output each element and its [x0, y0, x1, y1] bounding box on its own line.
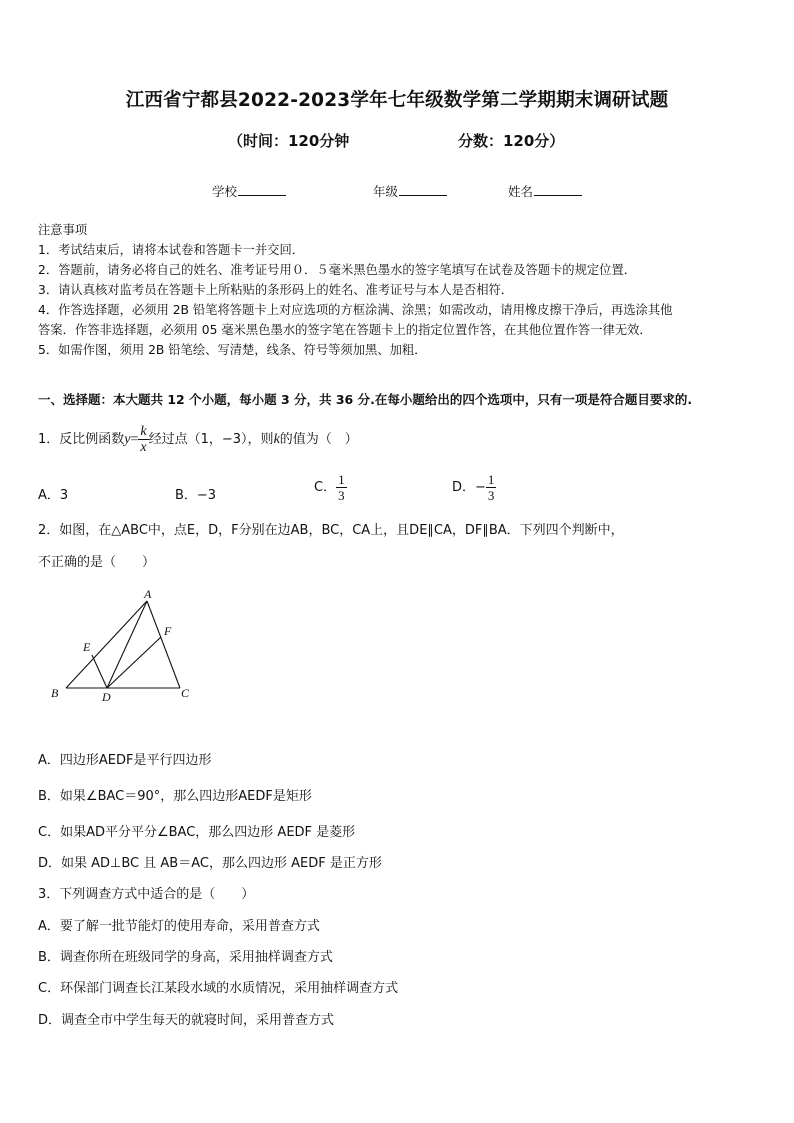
label-d: D	[102, 690, 111, 704]
k-over-x-fraction: $\frac{k}{x}$	[140, 424, 147, 455]
school-blank[interactable]	[238, 185, 286, 196]
label-e: E	[83, 640, 91, 654]
note-item: 答案．作答非选择题，必须用 05 毫米黑色墨水的签字笔在答题卡上的指定位置作答，在其他位置作答一律无效．	[38, 323, 652, 337]
q3-option-a[interactable]: A．要了解一批节能灯的使用寿命，采用普查方式	[38, 919, 320, 934]
q3-option-d[interactable]: D．调查全市中学生每天的就寝时间，采用普查方式	[38, 1013, 335, 1028]
name-blank[interactable]	[534, 185, 582, 196]
note-item: 4．作答选择题，必须用 2B 铅笔将答题卡上对应选项的方框涂满、涂黑；如需改动，请用橡皮擦干净后，再选涂其他	[38, 303, 673, 317]
one-third-fraction: $\frac{1}{3}$	[338, 472, 345, 503]
school-field	[212, 182, 286, 200]
exam-time: （时间：120分钟	[228, 132, 350, 150]
page-title: 江西省宁都县2022-2023学年七年级数学第二学期期末调研试题	[125, 90, 669, 111]
label-a: A	[144, 587, 152, 601]
grade-blank[interactable]	[399, 185, 447, 196]
notes-heading: 注意事项	[38, 223, 88, 237]
note-item: 3．请认真核对监考员在答题卡上所粘贴的条形码上的姓名、准考证号与本人是否相符．	[38, 283, 514, 297]
grade-label: 年级	[373, 184, 399, 199]
q2-option-c[interactable]: C．如果AD平分平分∠BAC，那么四边形 AEDF 是菱形	[38, 825, 356, 840]
q3-option-c[interactable]: C．环保部门调查长江某段水域的水质情况，采用抽样调查方式	[38, 981, 399, 996]
q2-option-a[interactable]: A．四边形AEDF是平行四边形	[38, 753, 212, 768]
q1-option-a[interactable]: A．3	[38, 488, 69, 503]
edge-ac	[147, 601, 180, 688]
name-label: 姓名	[508, 184, 534, 199]
grade-field	[373, 182, 447, 200]
edge-ab	[66, 601, 147, 688]
q1-option-d[interactable]: D．− $\frac{1}{3}$	[452, 472, 495, 503]
section-heading: 一、选择题：本大题共 12 个小题，每小题 3 分，共 36 分.在每小题给出的四个选项中，只有一项是符合题目要求的.	[38, 392, 693, 407]
q2-option-d[interactable]: D．如果 AD⊥BC 且 AB＝AC，那么四边形 AEDF 是正方形	[38, 856, 382, 871]
triangle-figure	[40, 585, 210, 710]
note-item: 2．答题前，请务必将自己的姓名、准考证号用０．５毫米黑色墨水的签字笔填写在试卷及答题卡的规定位置．	[38, 263, 637, 277]
q2-option-b[interactable]: B．如果∠BAC＝90°，那么四边形AEDF是矩形	[38, 789, 312, 804]
segment-df	[107, 637, 161, 688]
notes-block	[38, 220, 672, 360]
neg-one-third-fraction: $\frac{1}{3}$	[487, 472, 495, 503]
question-3-stem: 3．下列调查方式中适合的是（ ）	[38, 887, 255, 902]
question-2-stem-line2: 不正确的是（ ）	[38, 555, 156, 570]
segment-de	[92, 655, 107, 688]
q1-option-c[interactable]: C． $\frac{1}{3}$	[314, 472, 345, 503]
note-item: 5．如需作图，须用 2B 铅笔绘、写清楚，线条、符号等须加黑、加粗．	[38, 343, 427, 357]
exam-score: 分数：120分）	[458, 132, 565, 150]
segment-ad	[107, 601, 147, 688]
question-2-stem-line1: 2．如图，在△ABC中，点E，D，F分别在边AB，BC，CA上，且DE∥CA，DF∥BA．下列四个判断中，	[38, 523, 624, 538]
name-field	[508, 182, 582, 200]
label-f: F	[164, 624, 172, 638]
label-c: C	[181, 686, 190, 700]
label-b: B	[51, 686, 59, 700]
q1-option-b[interactable]: B．−3	[175, 488, 217, 503]
school-label: 学校	[212, 184, 238, 199]
note-item: 1．考试结束后，请将本试卷和答题卡一并交回．	[38, 243, 305, 257]
question-1-stem: 1．反比例函数y= $\frac{k}{x}$ 经过点（1，−3），则k的值为（ ）	[38, 424, 358, 455]
q3-option-b[interactable]: B．调查你所在班级同学的身高，采用抽样调查方式	[38, 950, 333, 965]
